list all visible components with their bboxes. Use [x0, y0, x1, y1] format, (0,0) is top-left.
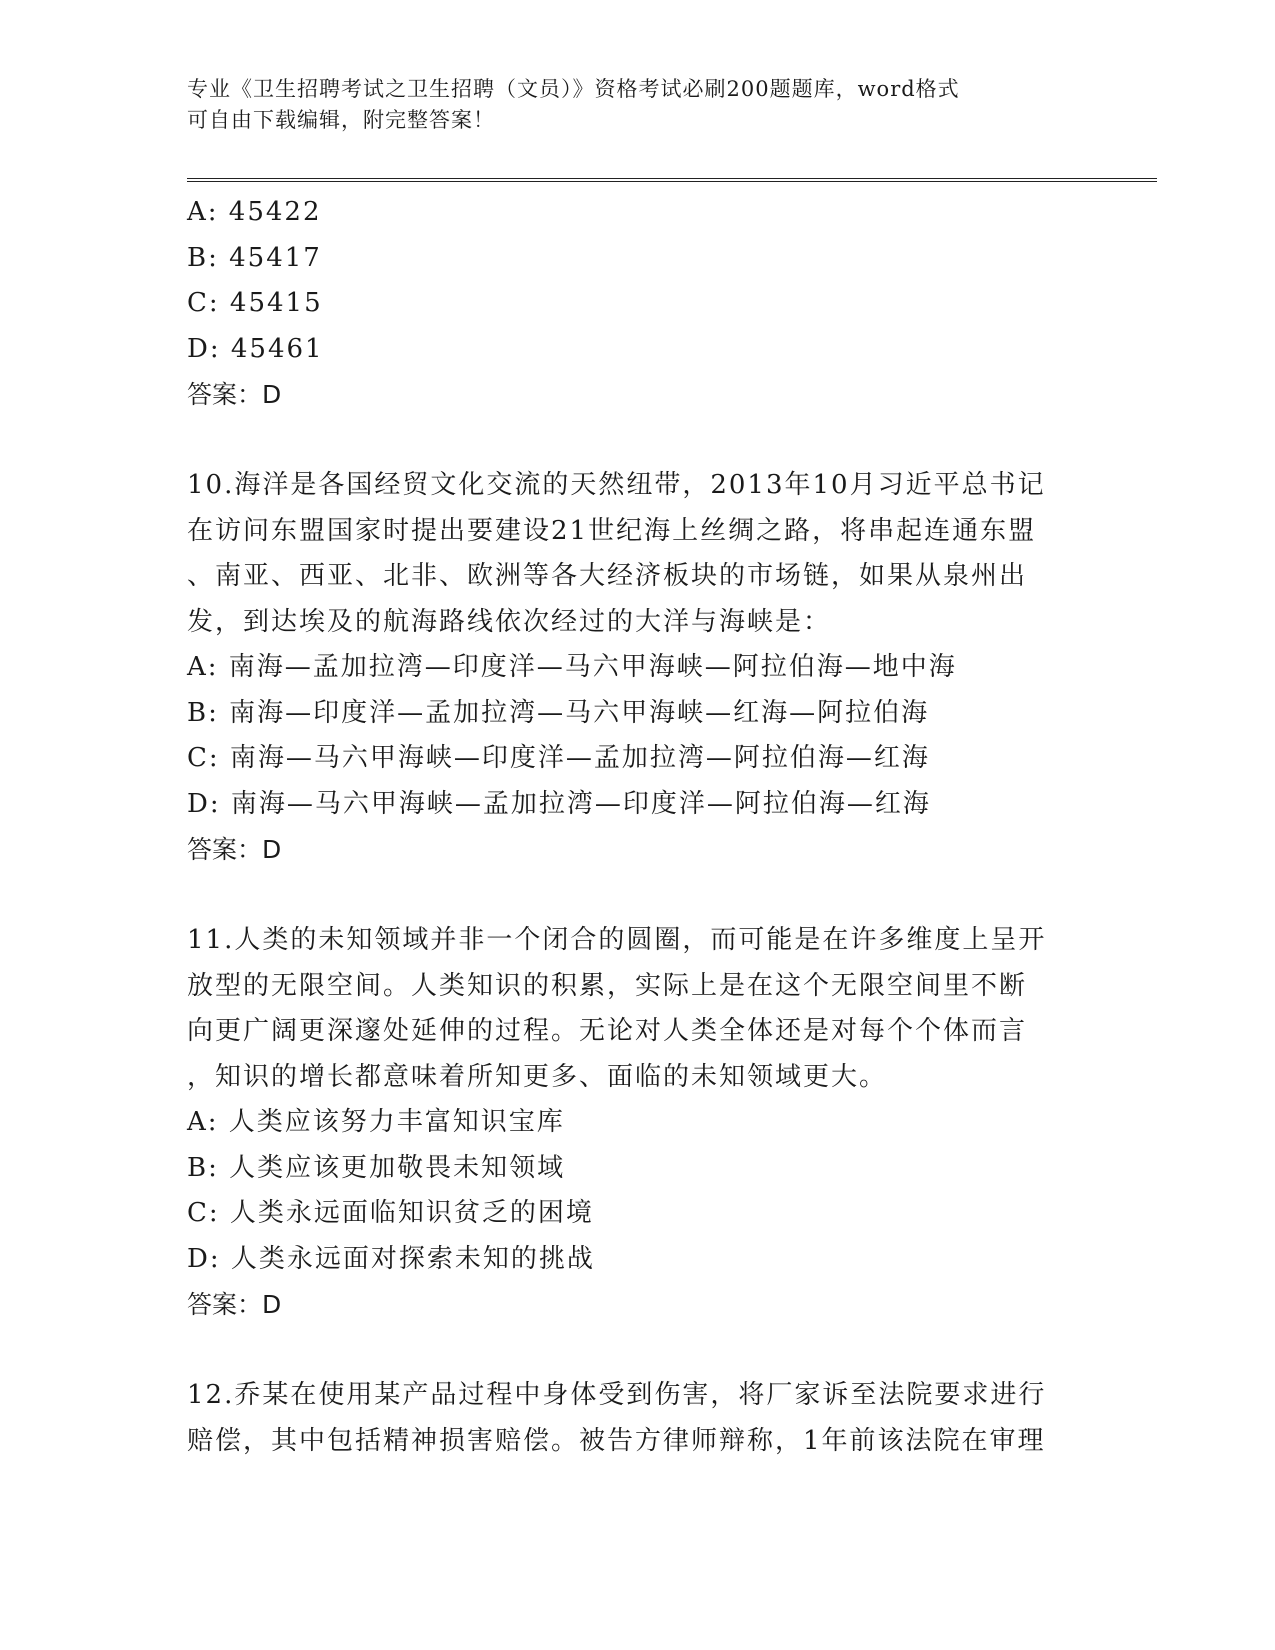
question-text-line: 12.乔某在使用某产品过程中身体受到伤害，将厂家诉至法院要求进行 — [187, 1380, 1047, 1410]
question-text-line: ，知识的增长都意味着所知更多、面临的未知领域更大。 — [187, 1061, 888, 1092]
question-text-line: 在访问东盟国家时提出要建设21世纪海上丝绸之路，将串起连通东盟 — [187, 515, 1037, 546]
option-b: B: 人类应该更加敬畏未知领域 — [187, 1152, 566, 1183]
question-9 — [187, 190, 1087, 418]
header-line-1: 专业《卫生招聘考试之卫生招聘（文员）》资格考试必刷200题题库，word格式 — [187, 77, 960, 101]
question-text-line: 放型的无限空间。人类知识的积累，实际上是在这个无限空间里不断 — [187, 970, 1028, 1001]
option-a: A: 南海—孟加拉湾—印度洋—马六甲海峡—阿拉伯海—地中海 — [187, 652, 957, 682]
option-b: B: 南海—印度洋—孟加拉湾—马六甲海峡—红海—阿拉伯海 — [187, 697, 930, 728]
question-11 — [187, 918, 1087, 1328]
option-c: C: 人类永远面临知识贫乏的困境 — [187, 1198, 594, 1228]
question-list — [187, 190, 1087, 1464]
header-line-2: 可自由下载编辑，附完整答案！ — [187, 108, 495, 132]
answer: 答案：D — [187, 1290, 282, 1319]
option-d: D: 45461 — [187, 333, 324, 364]
option-d: D: 人类永远面对探索未知的挑战 — [187, 1243, 595, 1274]
option-a: A: 45422 — [187, 197, 322, 227]
question-text-line: 11.人类的未知领域并非一个闭合的圆圈，而可能是在许多维度上呈开 — [187, 925, 1047, 955]
question-text-line: 10.海洋是各国经贸文化交流的天然纽带，2013年10月习近平总书记 — [187, 470, 1046, 500]
option-b: B: 45417 — [187, 242, 322, 273]
question-text-line: 赔偿，其中包括精神损害赔偿。被告方律师辩称，1年前该法院在审理 — [187, 1425, 1046, 1456]
question-12 — [187, 1373, 1087, 1464]
question-10 — [187, 463, 1087, 873]
option-c: C: 南海—马六甲海峡—印度洋—孟加拉湾—阿拉伯海—红海 — [187, 743, 930, 773]
answer: 答案：D — [187, 835, 282, 864]
answer: 答案：D — [187, 380, 282, 409]
question-text-line: 、南亚、西亚、北非、欧洲等各大经济板块的市场链，如果从泉州出 — [187, 561, 1028, 591]
question-text-line: 向更广阔更深邃处延伸的过程。无论对人类全体还是对每个个体而言 — [187, 1016, 1028, 1046]
header-divider — [187, 178, 1157, 182]
option-c: C: 45415 — [187, 288, 323, 318]
option-d: D: 南海—马六甲海峡—孟加拉湾—印度洋—阿拉伯海—红海 — [187, 788, 931, 819]
document-header — [187, 74, 1067, 136]
question-text-line: 发，到达埃及的航海路线依次经过的大洋与海峡是： — [187, 606, 832, 637]
option-a: A: 人类应该努力丰富知识宝库 — [187, 1107, 565, 1137]
